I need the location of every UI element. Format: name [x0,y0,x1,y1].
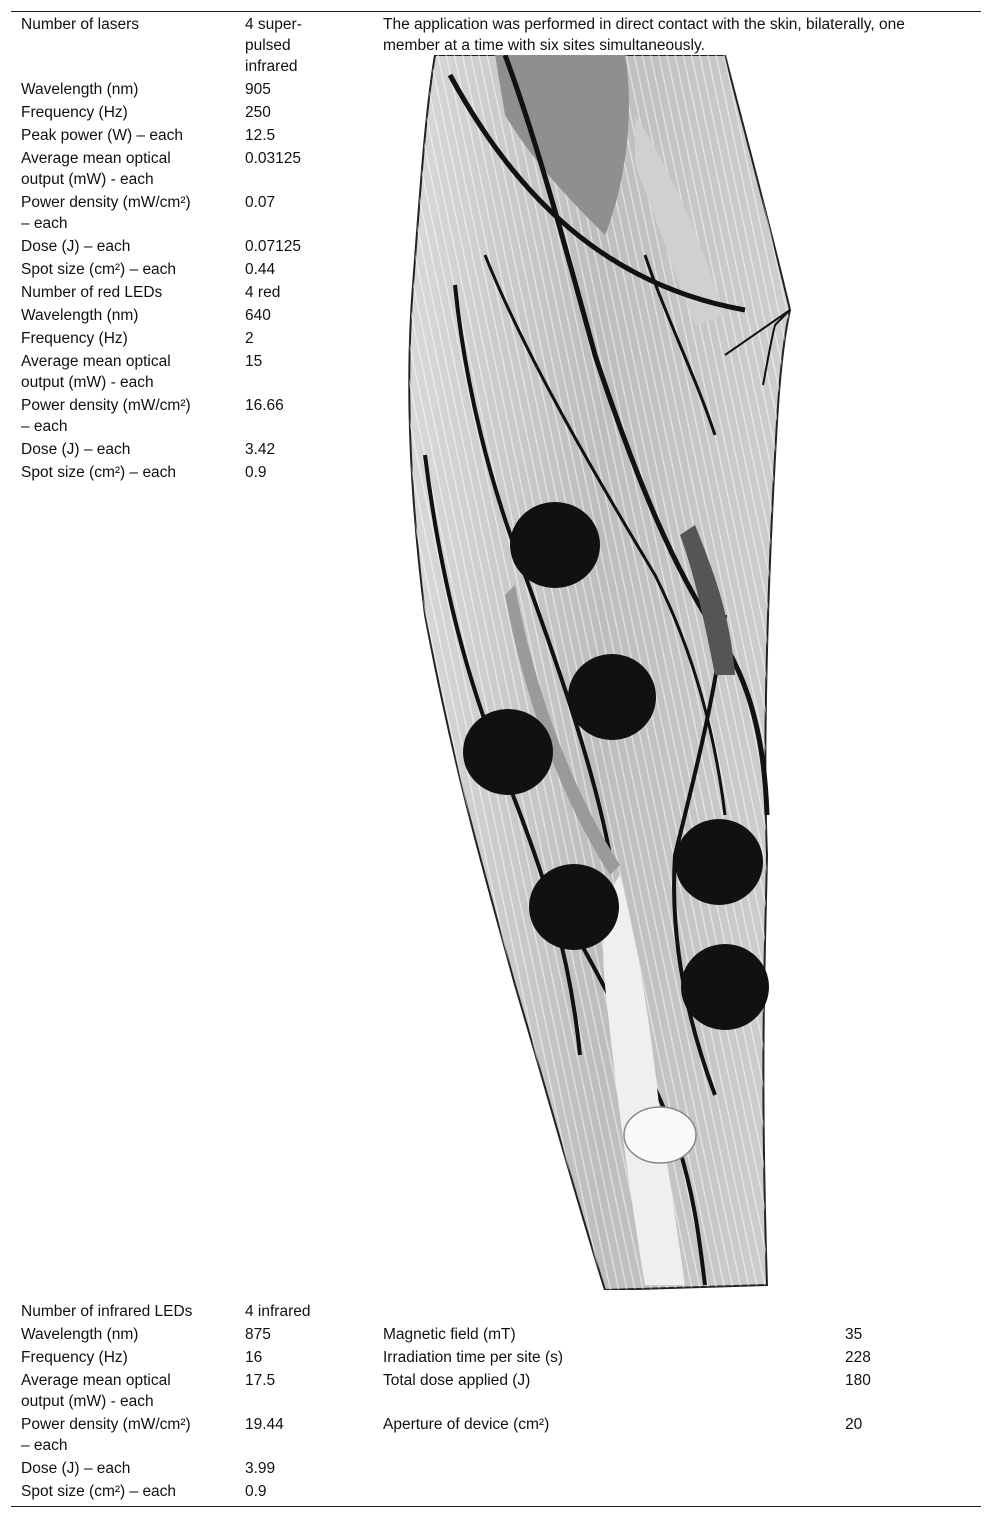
param-label: Average mean optical output (mW) - each [21,353,171,391]
param-label: Number of red LEDs [21,284,163,301]
param-value: 0.07125 [245,238,302,255]
param-value: 19.44 [245,1416,284,1433]
param-value: 4 super- pulsed infrared [245,16,302,75]
param-label: Frequency (Hz) [21,1349,128,1366]
thigh-muscle-anatomy-icon [395,55,805,1290]
param-label: Power density (mW/cm²) – each [21,397,191,435]
param-value: 4 infrared [245,1303,311,1320]
irradiation-site-marker [675,819,763,905]
param-value: 640 [245,307,271,324]
irradiation-site-marker [681,944,769,1030]
irradiation-site-marker [463,709,553,795]
device-label: Total dose applied (J) [383,1372,531,1389]
param-value: 0.03125 [245,150,302,167]
param-label: Average mean optical output (mW) - each [21,1372,171,1410]
device-value: 20 [845,1416,863,1433]
param-value: 250 [245,104,271,121]
device-value: 35 [845,1326,863,1343]
application-note: The application was performed in direct contact with the skin, bilaterally, one member at a time with six sites simultaneously. [383,16,905,54]
param-value: 17.5 [245,1372,276,1389]
param-label: Wavelength (nm) [21,1326,139,1343]
device-value: 180 [845,1372,871,1389]
param-value: 905 [245,81,271,98]
irradiation-site-marker [529,864,619,950]
param-value: 3.99 [245,1460,276,1477]
param-value: 3.42 [245,441,276,458]
param-label: Power density (mW/cm²) – each [21,194,191,232]
param-label: Dose (J) – each [21,1460,131,1477]
param-label: Power density (mW/cm²) – each [21,1416,191,1454]
param-value: 0.44 [245,261,276,278]
param-value: 16.66 [245,397,284,414]
param-value: 0.9 [245,464,267,481]
param-value: 15 [245,353,263,370]
device-label: Irradiation time per site (s) [383,1349,564,1366]
table-bottom-rule [11,1506,981,1507]
param-label: Number of lasers [21,16,140,33]
param-value: 4 red [245,284,281,301]
table-top-rule [11,11,981,12]
param-value: 12.5 [245,127,276,144]
param-label: Dose (J) – each [21,441,131,458]
device-value: 228 [845,1349,871,1366]
param-value: 0.9 [245,1483,267,1500]
param-label: Spot size (cm²) – each [21,1483,177,1500]
irradiation-site-marker [568,654,656,740]
param-label: Wavelength (nm) [21,81,139,98]
device-label: Magnetic field (mT) [383,1326,516,1343]
param-value: 16 [245,1349,263,1366]
device-label: Aperture of device (cm²) [383,1416,550,1433]
param-label: Frequency (Hz) [21,330,128,347]
param-label: Wavelength (nm) [21,307,139,324]
irradiation-site-marker [510,502,600,588]
param-value: 875 [245,1326,271,1343]
param-label: Peak power (W) – each [21,127,183,144]
param-label: Average mean optical output (mW) - each [21,150,171,188]
param-label: Spot size (cm²) – each [21,464,177,481]
param-label: Spot size (cm²) – each [21,261,177,278]
param-label: Number of infrared LEDs [21,1303,193,1320]
param-label: Frequency (Hz) [21,104,128,121]
param-value: 0.07 [245,194,276,211]
param-label: Dose (J) – each [21,238,131,255]
param-value: 2 [245,330,254,347]
